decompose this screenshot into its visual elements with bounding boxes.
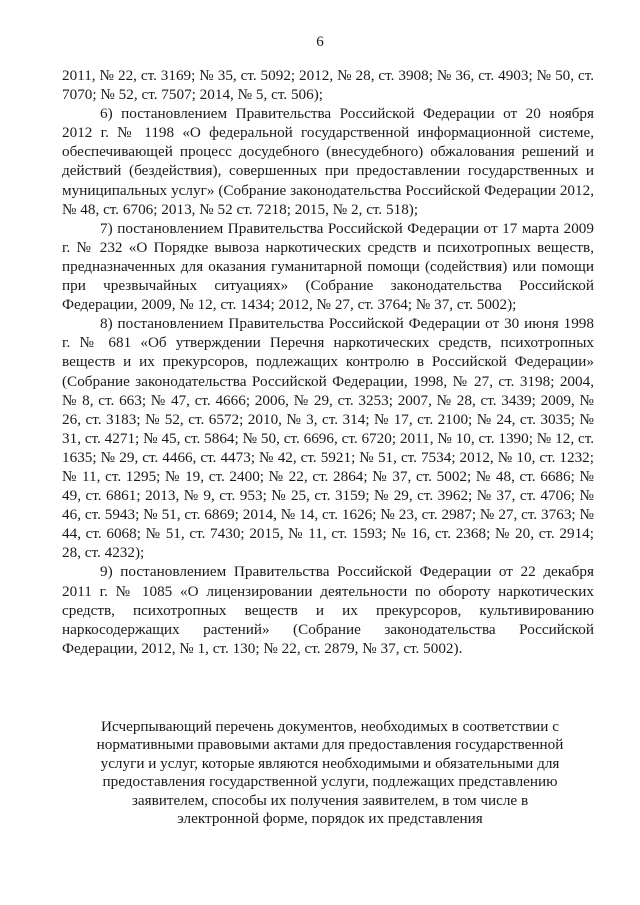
page-number: 6	[316, 34, 324, 50]
paragraph-item-9: 9) постановлением Правительства Российской Федерации от 22 декабря 2011 г. № 1085 «О лицензировании деятельности по обороту наркотических средств, психотропных веществ и их прекурсоров, культивированию наркосодержащих растений» (Собрание законодательства Российской Федерации, 2012, № 1, ст. 130; № 22, ст. 2879, № 37, ст. 5002).	[62, 563, 594, 657]
paragraph-item-8: 8) постановлением Правительства Российской Федерации от 30 июня 1998 г. № 681 «Об утверждении Перечня наркотических средств, психотропных веществ и их прекурсоров, подлежащих контролю в Российской Федерации» (Собрание законодательства Российской Федерации, 1998, № 27, ст. 3198; 2004, № 8, ст. 663; № 47, ст. 4666; 2006, № 29, ст. 3253; 2007, № 28, ст. 3439; 2009, № 26, ст. 3183; № 52, ст. 6572; 2010, № 3, ст. 314; № 17, ст. 2100; № 24, ст. 3035; № 31, ст. 4271; № 45, ст. 5864; № 50, ст. 6696, ст. 6720; 2011, № 10, ст. 1390; № 12, ст. 1635; № 29, ст. 4466, ст. 4473; № 42, ст. 5921; № 51, ст. 7534; 2012, № 10, ст. 1232; № 11, ст. 1295; № 19, ст. 2400; № 22, ст. 2864; № 37, ст. 5002; № 48, ст. 6686; № 49, ст. 6861; 2013, № 9, ст. 953; № 25, ст. 3159; № 29, ст. 3962; № 37, ст. 4706; № 46, ст. 5943; № 51, ст. 6869; 2014, № 14, ст. 1626; № 23, ст. 2987; № 27, ст. 3763; № 44, ст. 6068; № 51, ст. 7430; 2015, № 11, ст. 1593; № 16, ст. 2368; № 20, ст. 2914; 28, ст. 4232);	[62, 315, 594, 562]
document-body	[62, 66, 594, 658]
paragraph-continuation: 2011, № 22, ст. 3169; № 35, ст. 5092; 2012, № 28, ст. 3908; № 36, ст. 4903; № 50, ст. 7070; № 52, ст. 7507; 2014, № 5, ст. 506);	[62, 67, 594, 104]
paragraph-item-7: 7) постановлением Правительства Российской Федерации от 17 марта 2009 г. № 232 «О Порядке вывоза наркотических средств и психотропных веществ, предназначенных для оказания гуманитарной помощи (содействия) или помощи при чрезвычайных ситуациях» (Собрание законодательства Российской Федерации, 2009, № 12, ст. 1434; 2012, № 27, ст. 3764; № 37, ст. 5002);	[62, 219, 594, 314]
section-heading: Исчерпывающий перечень документов, необходимых в соответствии с нормативными правовыми актами для предоставления государственной услуги и услуг, которые являются необходимыми и обязательными для предоставления государственной услуги, подлежащих представлению заявителем, способы их получения заявителем, в том числе в электронной форме, порядок их представления	[96, 718, 564, 828]
paragraph-item-6: 6) постановлением Правительства Российской Федерации от 20 ноября 2012 г. № 1198 «О федеральной государственной информационной системе, обеспечивающей процесс досудебного (внесудебного) обжалования решений и действий (бездействия), совершенных при предоставлении государственных и муниципальных услуг» (Собрание законодательства Российской Федерации 2012, № 48, ст. 6706; 2013, № 52 ст. 7218; 2015, № 2, ст. 518);	[62, 105, 594, 218]
